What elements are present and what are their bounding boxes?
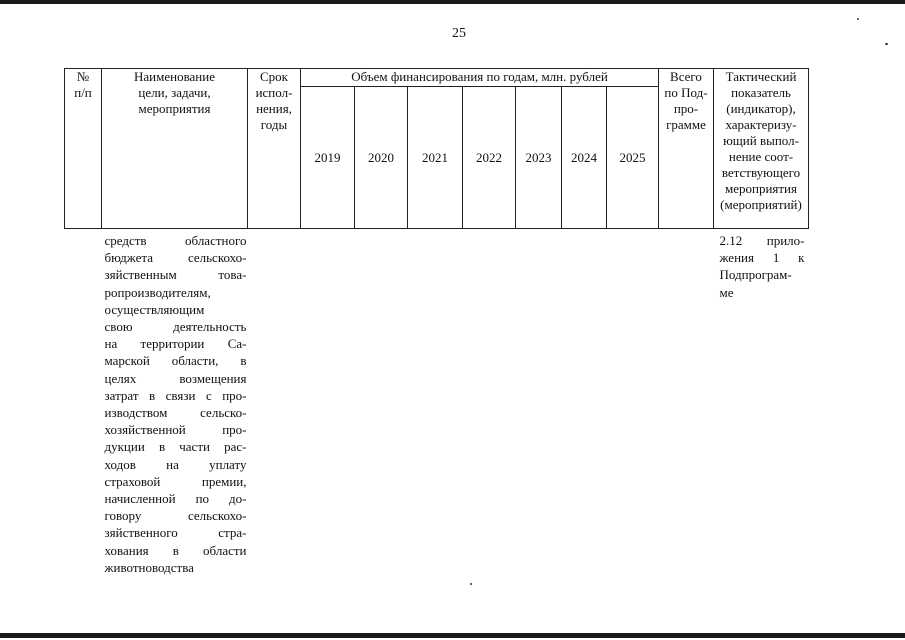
- row-indicator-cell: [714, 229, 809, 577]
- header-year: 2020: [355, 87, 408, 229]
- header-funding: Объем финансирования по годам, млн. рублей: [301, 69, 659, 87]
- row-year-cell: [355, 229, 408, 577]
- header-year: 2022: [463, 87, 516, 229]
- row-year-cell: [463, 229, 516, 577]
- bottom-border: [0, 633, 905, 638]
- scan-speck: [857, 18, 859, 20]
- header-indicator: Тактический показатель (индикатор), характеризу- ющий выпол- нение соот- ветствующего мероприятия (мероприятий): [714, 69, 809, 229]
- row-year-cell: [408, 229, 463, 577]
- scan-speck: [885, 43, 888, 45]
- header-total: Всего по Под- про- грамме: [659, 69, 714, 229]
- row-year-cell: [607, 229, 659, 577]
- row-number-cell: [65, 229, 102, 577]
- header-year: 2019: [301, 87, 355, 229]
- header-name: Наименование цели, задачи, мероприятия: [102, 69, 248, 229]
- row-name-text: средств областного бюджета сельскохо- зяйственным това- ропроизводителям, осуществляющим свою деятельность на территории Са- марской области, в целях возмещения затрат в связи с про- изводством сельско- хозяйственной про- дукции в части рас- ходов на уплату страховой премии, начисленной по до- говору сельскохо- зяйственного стра- хования в области животноводства: [104, 233, 247, 575]
- top-border: [0, 0, 905, 4]
- row-year-cell: [562, 229, 607, 577]
- page-number: 25: [452, 26, 466, 41]
- row-term-cell: [248, 229, 301, 577]
- row-indicator-text: 2.12 прило- жения 1 к Подпрограм- ме: [719, 233, 805, 300]
- row-year-cell: [301, 229, 355, 577]
- row-year-cell: [516, 229, 562, 577]
- header-year: 2024: [562, 87, 607, 229]
- funding-table: [64, 68, 809, 576]
- row-total-cell: [659, 229, 714, 577]
- scan-speck: [470, 583, 472, 585]
- table-row: [65, 229, 809, 577]
- header-year: 2025: [607, 87, 659, 229]
- header-year: 2023: [516, 87, 562, 229]
- header-number: № п/п: [65, 69, 102, 229]
- header-term: Срок испол- нения, годы: [248, 69, 301, 229]
- row-name-cell: [102, 229, 248, 577]
- header-year: 2021: [408, 87, 463, 229]
